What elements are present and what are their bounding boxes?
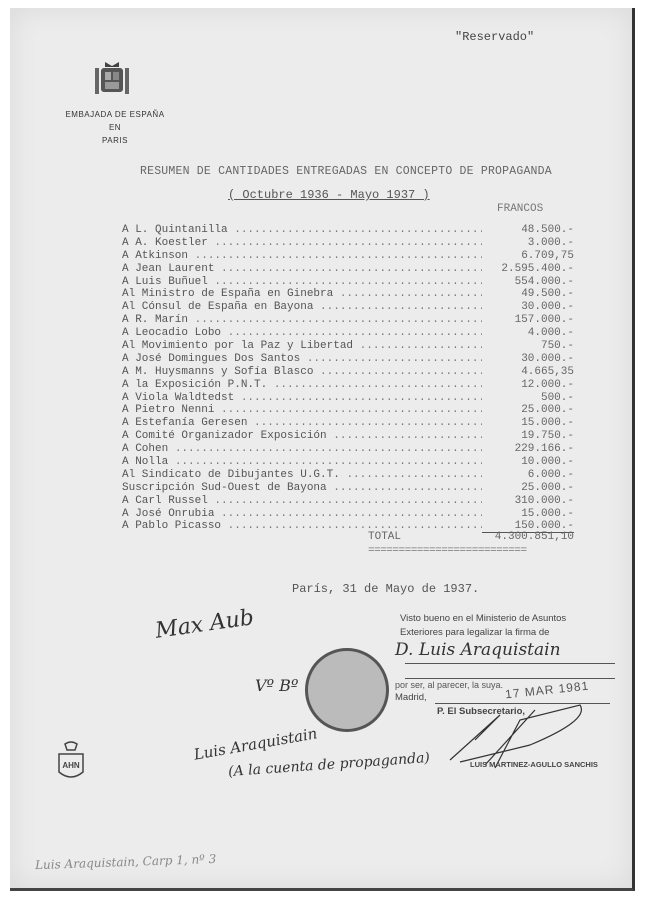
entry-recipient: A A. Koestler ..... — [122, 237, 482, 250]
entry-amount: 554.000.- — [514, 275, 574, 288]
entry-row — [122, 314, 574, 327]
entry-row — [122, 456, 574, 469]
entry-amount: 157.000.- — [514, 314, 574, 327]
entry-row — [122, 469, 574, 482]
entry-amount: 10.000.- — [521, 456, 574, 469]
entry-row — [122, 340, 574, 353]
document-title: RESUMEN DE CANTIDADES ENTREGADAS EN CONCEPTO DE PROPAGANDA — [140, 165, 552, 178]
signature-araquistain: Luis Araquistain — [192, 724, 319, 764]
legalization-line: por ser, al parecer, la suya. — [395, 680, 504, 690]
entries-list — [122, 224, 574, 533]
entry-recipient: A Carl Russel ..... — [122, 495, 482, 508]
document-period: ( Octubre 1936 - Mayo 1937 ) — [228, 188, 430, 202]
entry-amount: 150.000.- — [482, 520, 574, 533]
entry-row — [122, 443, 574, 456]
entry-amount: 25.000.- — [521, 481, 574, 494]
currency-header: FRANCOS — [497, 203, 544, 215]
entry-row — [122, 482, 574, 495]
date-stamp: 17 MAR 1981 — [504, 678, 590, 702]
entry-amount: 6.709,75 — [521, 249, 574, 262]
legalization-line: Exteriores para legalizar la firma de — [400, 627, 550, 638]
svg-text:AHN: AHN — [62, 761, 80, 770]
entry-amount: 3.000.- — [527, 236, 574, 249]
entry-row — [122, 379, 574, 392]
entry-recipient: A Jean Laurent ..... — [122, 263, 482, 276]
entry-recipient: A Cohen ..... — [122, 443, 482, 456]
handwritten-note: (A la cuenta de propaganda) — [227, 749, 431, 781]
legalization-text — [400, 612, 600, 640]
entry-row — [122, 366, 574, 379]
entry-amount: 6.000.- — [527, 468, 574, 481]
classification-label: "Reservado" — [455, 30, 535, 44]
entry-amount: 229.166.- — [514, 443, 574, 456]
coat-of-arms-icon — [93, 60, 131, 100]
entry-amount: 4.665,35 — [521, 365, 574, 378]
entry-amount: 19.750.- — [521, 430, 574, 443]
entry-recipient: A Pietro Nenni ..... — [122, 404, 482, 417]
entry-recipient: A José Domingues Dos Santos ..... — [122, 353, 482, 366]
embassy-line: EN — [108, 123, 122, 132]
entry-row — [122, 392, 574, 405]
entry-recipient: Al Ministro de España en Ginebra ..... — [122, 288, 482, 301]
entry-row — [122, 508, 574, 521]
entry-amount: 2.595.400.- — [501, 262, 574, 275]
entry-recipient: A Luis Buñuel ..... — [122, 276, 482, 289]
place-label: Madrid, — [395, 692, 427, 703]
legalized-name: D. Luis Araquistain — [395, 640, 561, 660]
entry-recipient: Al Cónsul de España en Bayona ..... — [122, 301, 482, 314]
entry-amount: 48.500.- — [521, 224, 574, 236]
signature-line — [405, 663, 615, 664]
entry-amount: 750.- — [540, 340, 574, 353]
entry-recipient: A Viola Waldtedst ..... — [122, 392, 482, 405]
entry-row — [122, 327, 574, 340]
entry-recipient: A M. Huysmanns y Sofía Blasco ..... — [122, 366, 482, 379]
entry-row — [122, 430, 574, 443]
entry-recipient: A Nolla ..... — [122, 456, 482, 469]
embassy-line: PARIS — [102, 136, 128, 145]
entry-row — [122, 263, 574, 276]
entry-amount: 12.000.- — [521, 378, 574, 391]
entry-amount: 15.000.- — [521, 417, 574, 430]
entry-recipient: A la Exposición P.N.T. ..... — [122, 379, 482, 392]
entry-row — [122, 417, 574, 430]
entry-amount: 310.000.- — [514, 494, 574, 507]
ahn-archive-logo — [55, 740, 87, 782]
entry-amount: 49.500.- — [521, 288, 574, 301]
office-label: P. El Subsecretario, — [437, 706, 526, 717]
entry-recipient: A L. Quintanilla ..... — [122, 224, 482, 237]
entry-recipient: A Leocadio Lobo ..... — [122, 327, 482, 340]
ministry-seal-icon — [305, 648, 389, 732]
entry-recipient: Al Movimiento por la Paz y Libertad ..... — [122, 340, 482, 353]
entry-row — [122, 224, 574, 237]
entry-row — [122, 288, 574, 301]
entry-row — [122, 353, 574, 366]
entry-row — [122, 495, 574, 508]
entry-recipient: A Comité Organizador Exposición ..... — [122, 430, 482, 443]
total-amount: 4.300.851,10 — [494, 531, 574, 543]
entry-recipient: A Atkinson ..... — [122, 250, 482, 263]
entry-amount: 25.000.- — [521, 404, 574, 417]
entry-recipient: A Estefanía Geresen ..... — [122, 417, 482, 430]
entry-recipient: Al Sindicato de Dibujantes U.G.T. ..... — [122, 469, 482, 482]
official-name: LUIS MARTINEZ-AGULLO SANCHIS — [470, 760, 598, 769]
entry-recipient: Suscripción Sud-Ouest de Bayona ..... — [122, 482, 482, 495]
entry-recipient: A Pablo Picasso ..... — [122, 520, 482, 533]
total-double-underline: ========================== — [368, 545, 527, 557]
entry-amount: 30.000.- — [521, 301, 574, 314]
embassy-heading — [55, 108, 175, 147]
entry-row — [122, 404, 574, 417]
total-label: TOTAL — [368, 531, 402, 543]
legalization-line: Visto bueno en el Ministerio de Asuntos — [400, 613, 567, 624]
entry-row — [122, 250, 574, 263]
entry-row — [122, 237, 574, 250]
approval-mark: Vº Bº — [255, 676, 299, 695]
embassy-line: EMBAJADA DE ESPAÑA — [65, 110, 165, 119]
archive-reference-note: Luis Araquistain, Carp 1, nº 3 — [34, 851, 217, 873]
entry-row — [122, 276, 574, 289]
signature-max-aub: Max Aub — [153, 605, 256, 644]
entry-recipient: A R. Marín ..... — [122, 314, 482, 327]
entry-amount: 4.000.- — [527, 327, 574, 340]
entry-amount: 15.000.- — [521, 507, 574, 520]
entry-recipient: A José Onrubia ..... — [122, 508, 482, 521]
date-line: París, 31 de Mayo de 1937. — [292, 582, 480, 596]
entry-amount: 500.- — [540, 391, 574, 404]
entry-row — [122, 301, 574, 314]
entry-amount: 30.000.- — [521, 352, 574, 365]
